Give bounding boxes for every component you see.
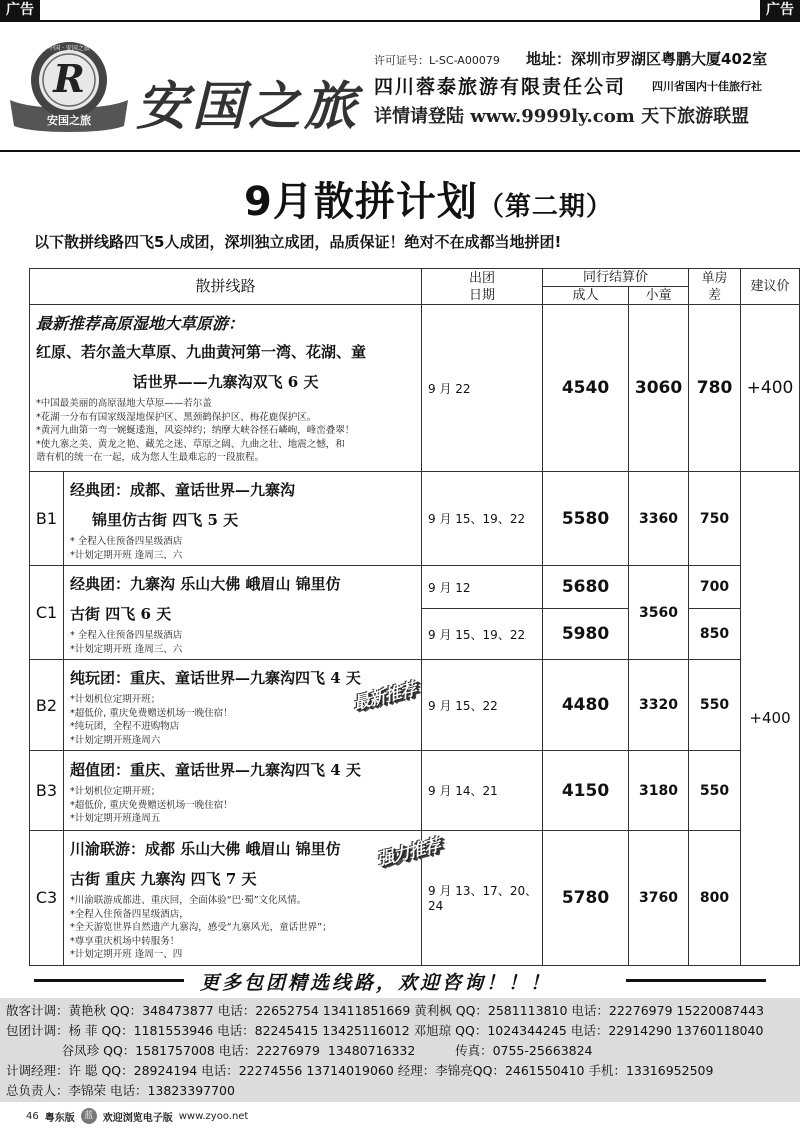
route-b2-line1: 纯玩团：重庆、童话世界—九寨沟四飞 4 天 <box>70 669 361 687</box>
route-code-c3: C3 <box>30 831 64 966</box>
header-single-room <box>689 269 741 305</box>
table-row <box>30 751 800 831</box>
c1-single-supplement-2: 850 <box>689 609 741 660</box>
featured-suggest-price: +400 <box>741 305 800 472</box>
c3-date: 9 月 13、17、20、24 <box>422 831 543 966</box>
note: *黄河九曲第一弯一婉蜒逶迤，风姿绰约；纳摩大峡谷怪石嶙峋，峰峦叠翠！ <box>36 425 355 437</box>
b3-child-price: 3180 <box>629 751 689 831</box>
page-footer <box>26 1108 248 1124</box>
note: *川渝联游成都进、重庆回，全面体验“巴·蜀”文化风情。 <box>70 895 307 906</box>
company-award: 四川省国内十佳旅行社 <box>652 80 762 93</box>
note: *使九寨之美、黄龙之艳、藏羌之迷、草原之阔、九曲之壮、地震之憾，和 <box>36 438 345 450</box>
b2-single-supplement: 550 <box>689 660 741 751</box>
page-number: 46 <box>26 1110 39 1122</box>
page-subtitle: 以下散拼线路四飞5人成团，深圳独立成团，品质保证！绝对不在成都当地拼团! <box>34 233 562 251</box>
company-name: 四川蓉泰旅游有限责任公司 <box>374 76 627 98</box>
note: *超低价, 重庆免费赠送机场一晚住宿！ <box>70 799 233 811</box>
logo-ring-text: 中国 · 安国之旅 <box>48 45 90 52</box>
footer-site-link[interactable]: www.zyoo.net <box>178 1110 249 1122</box>
contact-row: 散客计调：黄艳秋 QQ：348473877 电话：22652754 13411851669 黄利枫 QQ：2581113810 电话：22276979 15220087443 <box>6 1003 764 1018</box>
route-code-b3: B3 <box>30 751 64 831</box>
route-b1-line1: 经典团：成都、童话世界—九寨沟 <box>70 481 296 499</box>
table-row <box>30 305 800 472</box>
featured-adult-price: 4540 <box>543 305 629 472</box>
route-b3 <box>64 751 422 831</box>
c3-single-supplement: 800 <box>689 831 741 966</box>
note: *计划定期开班 逢周三、六 <box>70 549 183 561</box>
website-line: 详情请登陆 www.9999ly.com 天下旅游联盟 <box>374 106 750 127</box>
b3-single-supplement: 550 <box>689 751 741 831</box>
header-date-l1: 出团 <box>469 270 496 286</box>
header-route: 散拼线路 <box>30 269 422 305</box>
route-c3-line2: 古街 重庆 九寨沟 四飞 7 天 <box>70 870 257 888</box>
b3-date: 9 月 14、21 <box>422 751 543 831</box>
office-address: 地址：深圳市罗湖区粤鹏大厦402室 <box>526 50 768 68</box>
route-b1-notes <box>70 535 415 562</box>
note: 谐有机的统一在一起，成为您人生最难忘的一段旅程。 <box>36 452 265 464</box>
featured-route <box>30 305 422 472</box>
c1-child-price: 3560 <box>629 566 689 660</box>
logo-letter: R <box>53 56 85 101</box>
ad-label-left: 广告 <box>0 0 40 20</box>
header-single-l1: 单房 <box>701 270 728 286</box>
route-c3-notes <box>70 894 415 962</box>
featured-rec-title: 最新推荐高原湿地大草原游： <box>36 314 245 334</box>
license-number: 许可证号：L-SC-A00079 <box>374 54 500 67</box>
b1-single-supplement: 750 <box>689 472 741 566</box>
b3-adult-price: 4150 <box>543 751 629 831</box>
route-c1-line1: 经典团：九寨沟 乐山大佛 峨眉山 锦里仿 <box>70 575 341 593</box>
slogan-rule-left <box>34 979 184 982</box>
note: *全程入住预备四星级酒店， <box>70 908 189 920</box>
route-code-b2: B2 <box>30 660 64 751</box>
note: *计划机位定期开班； <box>70 694 161 705</box>
brand-name: 安国之旅 <box>136 76 361 137</box>
header-settle-price: 同行结算价 <box>543 269 689 287</box>
c3-adult-price: 5780 <box>543 831 629 966</box>
route-b3-line1: 超值团：重庆、童话世界—九寨沟四飞 4 天 <box>70 761 361 780</box>
featured-line2: 话世界——九寨沟双飞 6 天 <box>132 373 319 392</box>
page-title <box>244 170 613 227</box>
c1-date-1: 9 月 12 <box>422 566 543 609</box>
route-b3-notes <box>70 785 415 826</box>
featured-date: 9 月 22 <box>422 305 543 472</box>
note: *超低价, 重庆免费赠送机场一晚住宿！ <box>70 707 233 719</box>
header-child: 小童 <box>629 287 689 305</box>
agency-logo-icon <box>8 40 130 134</box>
route-c3 <box>64 831 422 966</box>
note: *花湖一分布有国家级湿地保护区、黑颈鹤保护区、梅花鹿保护区。 <box>36 411 317 423</box>
ad-label-right: 广告 <box>760 0 800 20</box>
b2-child-price: 3320 <box>629 660 689 751</box>
route-c1 <box>64 566 422 660</box>
header-date <box>422 269 543 305</box>
contact-row: 计调经理：许 聪 QQ：28924194 电话：22274556 13714019060 经理：李锦亮QQ：2461550410 手机：13316952509 <box>6 1063 714 1078</box>
table-row <box>30 566 800 609</box>
featured-single-supplement: 780 <box>689 305 741 472</box>
header-suggest-price: 建议价 <box>741 269 800 305</box>
note: *计划定期开班 逢周三、六 <box>70 643 183 655</box>
note: *计划定期开班逢周五 <box>70 813 161 825</box>
title-main: 9月散拼计划 <box>244 179 478 225</box>
header-single-l2: 差 <box>708 287 722 303</box>
note: *纯玩团，全程不进购物店 <box>70 721 180 732</box>
note: *计划定期开班逢周六 <box>70 734 161 746</box>
title-issue: （第二期） <box>477 192 613 222</box>
note: * 全程入住预备四星级酒店 <box>70 630 183 641</box>
group-suggest-price: +400 <box>741 472 800 966</box>
contact-row: 总负责人：李锦荣 电话：13823397700 <box>6 1083 235 1098</box>
header-adult: 成人 <box>543 287 629 305</box>
slogan-text: 更多包团精选线路，欢迎咨询！！！ <box>200 972 553 994</box>
b1-adult-price: 5580 <box>543 472 629 566</box>
b1-child-price: 3360 <box>629 472 689 566</box>
b2-adult-price: 4480 <box>543 660 629 751</box>
contact-row: 包团计调：杨 菲 QQ：1181553946 电话：82245415 13425116012 邓旭琼 QQ：1024344245 电话：22914290 13760118040 <box>6 1023 764 1038</box>
edition-label: 粤东版 <box>44 1112 75 1124</box>
table-row <box>30 472 800 566</box>
c1-adult-price-2: 5980 <box>543 609 629 660</box>
route-code-b1: B1 <box>30 472 64 566</box>
strong-recommend-stamp: 强力推荐 <box>375 835 443 871</box>
route-c1-line2: 古街 四飞 6 天 <box>70 605 172 623</box>
note: *计划定期开班 逢周一、四 <box>70 949 183 960</box>
featured-child-price: 3060 <box>629 305 689 472</box>
b1-date: 9 月 15、19、22 <box>422 472 543 566</box>
note: *中国最美丽的高原湿地大草原——若尔盖 <box>36 398 212 410</box>
c3-child-price: 3760 <box>629 831 689 966</box>
route-b1 <box>64 472 422 566</box>
badge-icon: 蓝 <box>81 1108 97 1124</box>
b2-date: 9 月 15、22 <box>422 660 543 751</box>
top-divider <box>0 20 800 22</box>
note: * 全程入住预备四星级酒店 <box>70 536 183 547</box>
header-date-l2: 日期 <box>469 287 496 303</box>
advert-header <box>0 30 800 148</box>
featured-line1: 红原、若尔盖大草原、九曲黄河第一湾、花湖、童 <box>36 343 367 362</box>
c1-date-2: 9 月 15、19、22 <box>422 609 543 660</box>
route-b1-line2: 锦里仿古街 四飞 5 天 <box>92 511 239 529</box>
contact-panel <box>0 998 800 1102</box>
note: *计划机位定期开班； <box>70 786 161 798</box>
c1-adult-price-1: 5680 <box>543 566 629 609</box>
table-row <box>30 660 800 751</box>
browse-label: 欢迎浏览电子版 <box>102 1112 173 1124</box>
featured-notes <box>36 397 415 465</box>
latest-recommend-stamp: 最新推荐 <box>351 679 419 715</box>
c1-single-supplement-1: 700 <box>689 566 741 609</box>
header-divider <box>0 150 800 152</box>
slogan-rule-right <box>626 979 766 982</box>
note: *尊享重庆机场中转服务！ <box>70 935 180 947</box>
route-code-c1: C1 <box>30 566 64 660</box>
slogan-bar <box>0 968 800 992</box>
note: *全天游览世界自然遗产九寨沟，感受“九寨风光，童话世界”； <box>70 922 332 933</box>
route-c3-line1: 川渝联游：成都 乐山大佛 峨眉山 锦里仿 <box>70 840 341 858</box>
route-c1-notes <box>70 629 415 656</box>
contact-row: 谷凤珍 QQ：1581757008 电话：22276979 13480716332 传真：0755-25663824 <box>6 1043 593 1058</box>
logo-bottom-text: 安国之旅 <box>47 114 91 127</box>
